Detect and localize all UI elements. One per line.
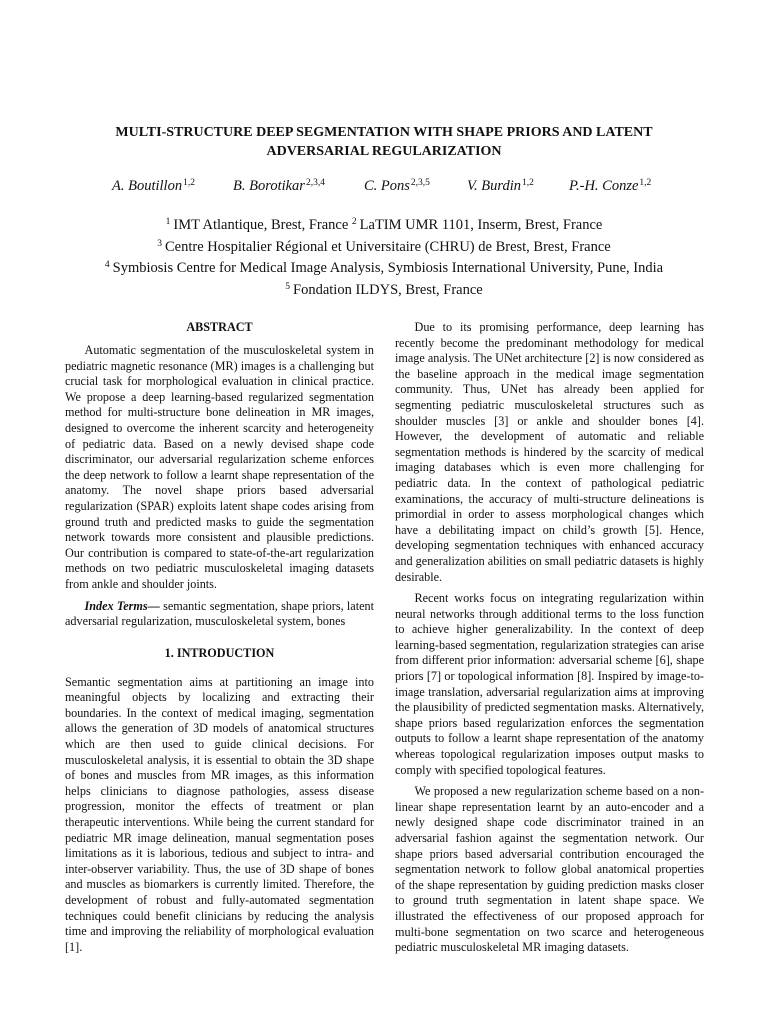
intro-paragraph-2: Due to its promising performance, deep learning has recently become the predominant methodology for medical image analysis. The UNet architecture [2] is now considered as the baseline approach in the medical image segmentation community. Thus, UNet has already been applied for segmenting pediatric musculoskeletal structures such as shoulder muscles [3] or ankle and shoulder bones [4]. However, the development of automatic and reliable segmentation methods is hindered by the scarcity of medical imaging databases which is even more challenging for pediatric data. In the context of pathological pediatric examinations, the accuracy of multi-structure delineations is primordial in order to assess morphological changes which have a debilitating impact on child’s growth [5]. Hence, developing segmentation techniques with enhanced accuracy and generalization abilities on small pediatric datasets is highly desirable.	[395, 320, 704, 584]
author-3: C. Pons$^{2,3,5}$	[364, 178, 430, 194]
affiliation-line-4: $^5$ Fondation ILDYS, Brest, France	[285, 281, 483, 298]
author-2: B. Borotikar$^{2,3,4}$	[233, 178, 325, 194]
abstract-text: Automatic segmentation of the musculoskeletal system in pediatric magnetic resonance (MR) images is a challenging but crucial task for morphological evaluation in clinical practice. We propose a deep learning-based regularized segmentation method for multi-structure bone delineation in MR images, designed to overcome the inherent scarcity and heterogeneity of pediatric data. Based on a newly devised shape code discriminator, our adversarial regularization scheme enforces the deep network to follow a learnt shape representation of the anatomy. The novel shape priors based adversarial regularization (SPAR) exploits latent shape codes arising from ground truth and predicted masks to guide the segmentation network towards more consistent and plausible predictions. Our contribution is compared to state-of-the-art regularization methods on two pediatric musculoskeletal imaging datasets from ankle and shoulder joints.	[65, 343, 374, 591]
affiliations	[40, 213, 728, 299]
author-5: P.-H. Conze$^{1,2}$	[569, 178, 652, 194]
title-line-2: ADVERSARIAL REGULARIZATION	[266, 144, 502, 159]
index-terms	[65, 599, 374, 630]
affiliation-line-1: $^1$ IMT Atlantique, Brest, France $^2$ LaTIM UMR 1101, Inserm, Brest, France	[165, 217, 603, 233]
affiliation-line-2: $^3$ Centre Hospitalier Régional et Universitaire (CHRU) de Brest, Brest, France	[157, 238, 611, 255]
introduction-heading: 1. INTRODUCTION	[164, 645, 275, 660]
title-line-1: MULTI-STRUCTURE DEEP SEGMENTATION WITH SHAPE PRIORS AND LATENT	[115, 125, 653, 140]
index-terms-label: Index Terms—	[84, 598, 160, 613]
affiliation-line-3: $^4$ Symbiosis Centre for Medical Image Analysis, Symbiosis International University, Pune, India	[104, 260, 664, 276]
intro-paragraph-1: Semantic segmentation aims at partitioning an image into meaningful objects by localizing and extracting their boundaries. In the context of medical imaging, segmentation allows the generation of 3D models of anatomical structures which are then used to guide clinical decisions. For musculoskeletal analysis, it is essential to obtain the 3D shape of bones and muscles from MR images, as this information helps clinicians to diagnose pathologies, assess disease progression, monitor the effects of treatment or plan therapeutic interventions. While being the current standard for pediatric MR image delineation, manual segmentation poses limitations as it is laborious, tedious and subject to intra- and inter-observer variability. Thus, the use of 3D shape of bones and muscles as biomarkers is currently limited. Therefore, the development of robust and fully-automated segmentation techniques could benefit clinicians by reducing the analysis time and improving the reliability of morphological evaluation [1].	[65, 674, 374, 954]
author-list	[60, 178, 708, 198]
right-column	[395, 320, 704, 962]
author-4: V. Burdin$^{1,2}$	[467, 178, 534, 194]
intro-paragraph-4: We proposed a new regularization scheme based on a non-linear shape representation learnt by an auto-encoder and a newly designed shape code discriminator trained in an adversarial fashion against the segmentation network. Our shape priors based adversarial contribution encouraged the segmentation network to follow global anatomical properties of the shape representation by guiding prediction masks closer to ground truth segmentation in latent shape space. We illustrated the effectiveness of our proposed approach for multi-bone segmentation on two scarce and heterogeneous pediatric musculoskeletal MR imaging datasets.	[395, 784, 704, 955]
intro-paragraph-3: Recent works focus on integrating regularization within neural networks through additional terms to the loss function to achieve higher generalizability. In the context of deep learning-based segmentation, regularization strategies can arise from different prior information: adversarial scheme [6], shape priors [7] or topological information [8]. Inspired by image-to-image translation, adversarial regularization aims at improving the plausibility of predicted segmentation masks. Alternatively, shape priors based regularization enforces the segmentation outputs to follow a learnt shape representation of the anatomy whereas topological regularization imposes output masks to comply with specified topological features.	[395, 591, 704, 777]
left-column	[65, 320, 374, 961]
abstract-heading: ABSTRACT	[186, 320, 253, 334]
author-1: A. Boutillon$^{1,2}$	[112, 178, 195, 194]
paper-title	[60, 123, 708, 161]
index-terms-text: semantic segmentation, shape priors, latent adversarial regularization, musculoskeletal system, bones	[65, 598, 374, 629]
